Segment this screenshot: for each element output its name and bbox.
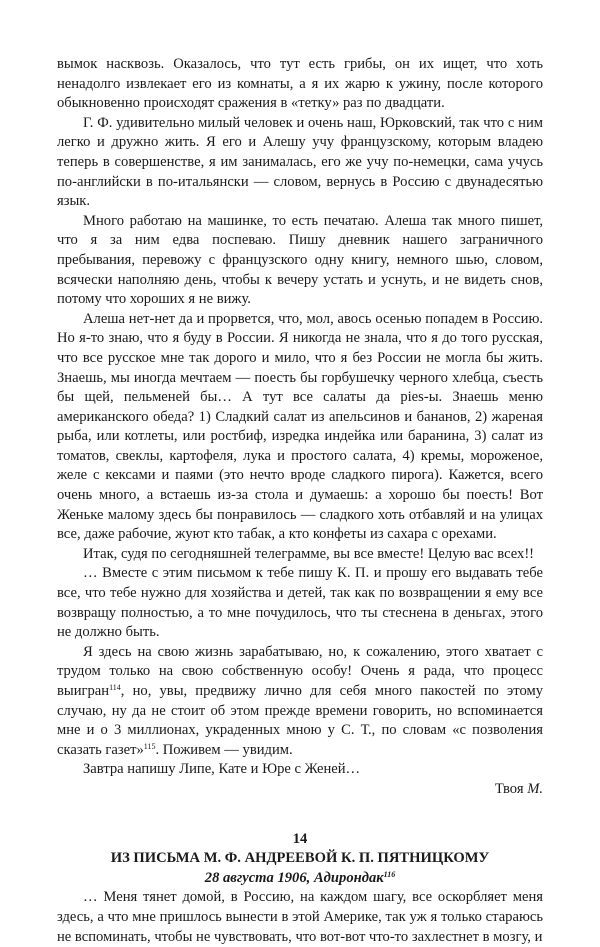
section-date-place bbox=[57, 869, 543, 889]
section-number: 14 bbox=[292, 830, 308, 847]
signature-prefix: Твоя bbox=[494, 780, 528, 797]
paragraph: … Меня тянет домой, в Россию, на каждом шагу, все оскорбляет меня здесь, а что мне пришлось вынести в этой Америке, так уж я только стараюсь не вспоминать, чтобы не чувствовать, что вот-вот что-то захлестнет в мозгу, и bbox=[57, 889, 543, 945]
signature-initial: М. bbox=[527, 780, 543, 797]
paragraph: вымок насквозь. Оказалось, что тут есть грибы, он их ищет, что хоть ненадолго извлекает его из комнаты, а я их жарю к ужину, после которого обыкновенно происходят сражения в «тетку» раз по двадцати. bbox=[57, 56, 543, 112]
document-page bbox=[57, 55, 543, 947]
paragraph: … Вместе с этим письмом к тебе пишу К. П. и прошу его выдавать тебе все, что тебе нужно для хозяйства и детей, так как по возвращении я ему все возвращу полностью, а то мне почудилось, что ты стеснена в деньгах, этого не должно быть. bbox=[57, 565, 543, 641]
date-place-text: 28 августа 1906, Адирондак bbox=[204, 869, 384, 886]
footnote-ref[interactable]: 116 bbox=[383, 869, 396, 879]
paragraph: Много работаю на машинке, то есть печатаю. Алеша так много пишет, что я за ним едва поспеваю. Пишу дневник нашего заграничного пребывания, перевожу с французского одну книгу, немного шью, словом, всячески наполняю день, чтобы к вечеру устать и уснуть, и не видеть снов, потому что хороших я не вижу. bbox=[57, 212, 543, 308]
signature bbox=[57, 780, 543, 800]
paragraph: Итак, судя по сегодняшней телеграмме, вы все вместе! Целую вас всех!! bbox=[83, 545, 535, 562]
paragraph-text: Я здесь на свою жизнь зарабатываю, но, к сожалению, этого хватает с трудом только на свою собственную особу! Очень я рада, что процесс выигран bbox=[57, 643, 543, 699]
paragraph: Алеша нет-нет да и прорвется, что, мол, авось осенью попадем в Россию. Но я-то знаю, что я буду в России. Я никогда не знала, что я до того русская, что все русское мне так дорого и мило, что я без России не могла бы жить. Знаешь, мы иногда мечтаем — поесть бы горбушечку черного хлебца, съесть бы щей, пельменей бы… А тут все салаты да pies-ы. Знаешь меню американского обеда? 1) Сладкий салат из апельсинов и бананов, 2) жареная рыба, или котлеты, или ростбиф, изредка индейка или баранина, 3) салат из томатов, свеклы, картофеля, лука и простого салата, 4) кремы, мороженое, желе с кексами и паями (это нечто вроде сладкого пирога). Кажется, всего очень много, а встаешь из-за стола и думаешь: а хорошо бы поесть! Вот Женьке малому здесь бы понравилось — сладкого хоть отбавляй и на улицах все, даже рабочие, жуют кто табак, а кто конфеты из сахара с орехами. bbox=[57, 310, 543, 543]
footnote-ref[interactable]: 114 bbox=[109, 683, 121, 692]
footnote-ref[interactable]: 115 bbox=[143, 741, 156, 751]
section-heading bbox=[57, 830, 543, 889]
paragraph-with-footnotes bbox=[57, 643, 543, 761]
section-title: ИЗ ПИСЬМА М. Ф. АНДРЕЕВОЙ К. П. ПЯТНИЦКОМУ bbox=[110, 850, 490, 867]
closing-line: Завтра напишу Липе, Кате и Юре с Женей… bbox=[83, 761, 361, 778]
paragraph-text: . Поживем — увидим. bbox=[155, 741, 293, 758]
paragraph-text: , но, увы, предвижу лично для себя много пакостей по этому случаю, ну да не стоит об этом прежде времени говорить, но вспоминается мне и о 3 миллионах, украденных мною у С. Т., по словам «с позволения сказать газет» bbox=[57, 683, 543, 758]
paragraph: Г. Ф. удивительно милый человек и очень наш, Юрковский, так что с ним легко и дружно жить. Я его и Алешу учу французскому, которым владею теперь в совершенстве, я им занималась, его же учу по-немецки, сама учусь по-английски в по-итальянски — словом, вернусь в Россию с двунадесятью язык. bbox=[57, 114, 543, 210]
